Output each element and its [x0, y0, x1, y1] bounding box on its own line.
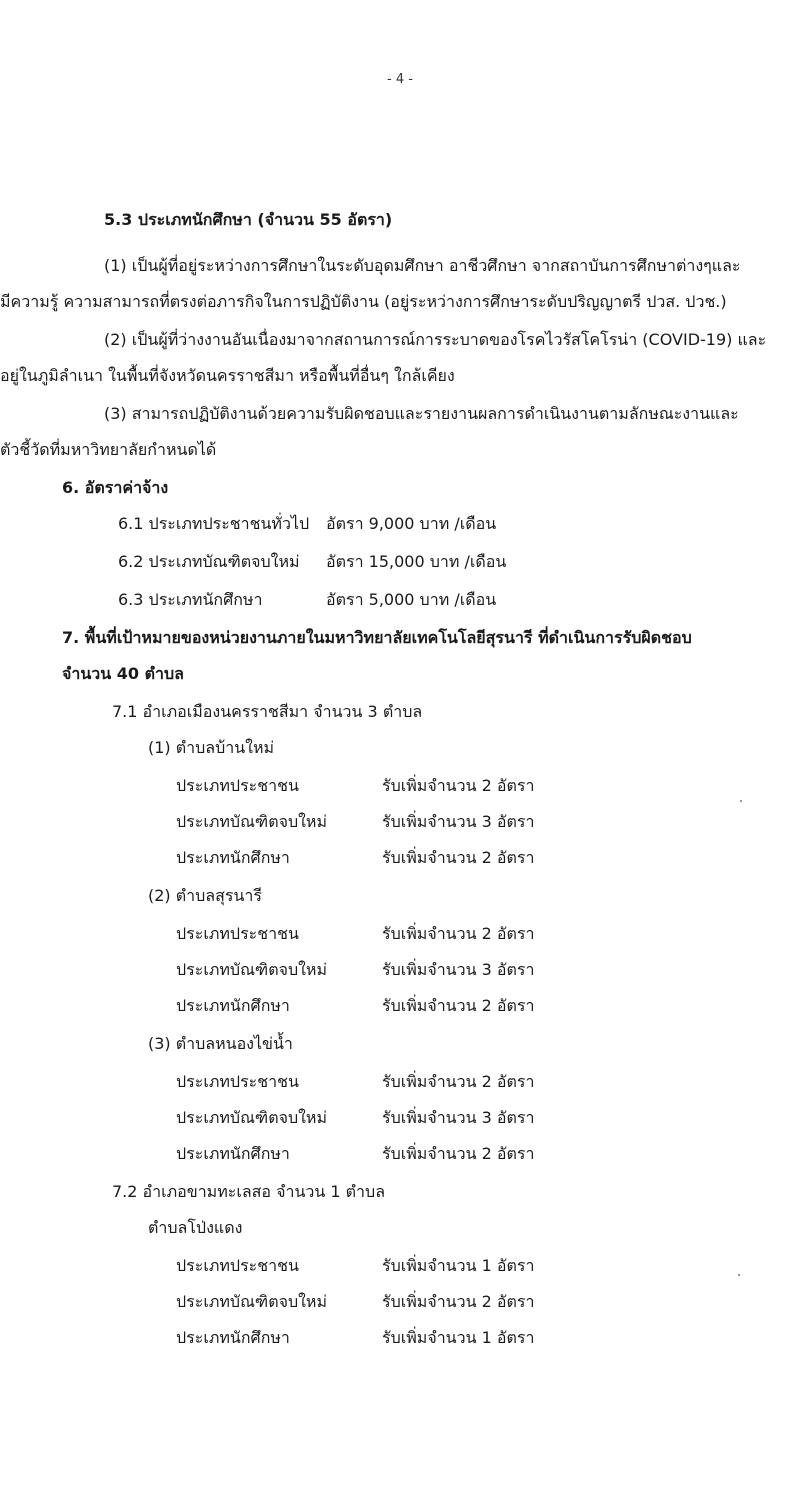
wage-row-1-value: อัตรา 9,000 บาท /เดือน	[326, 514, 497, 533]
s53-item-3-line-1: (3) สามารถปฏิบัติงานด้วยความรับผิดชอบและรายงานผลการดำเนินงานตามลักษณะงานและ	[104, 404, 739, 423]
page-number: - 4 -	[387, 72, 413, 87]
tambon-2-quota-public: รับเพิ่มจำนวน 2 อัตรา	[382, 924, 535, 943]
wage-row-2-label: 6.2 ประเภทบัณฑิตจบใหม่	[118, 552, 300, 571]
tambon-2-type-grad: ประเภทบัณฑิตจบใหม่	[176, 960, 328, 979]
scan-speck	[740, 800, 742, 802]
wage-row-3-value: อัตรา 5,000 บาท /เดือน	[326, 590, 497, 609]
section-7-heading-line-2: จำนวน 40 ตำบล	[62, 664, 184, 683]
wage-row-3-label: 6.3 ประเภทนักศึกษา	[118, 590, 263, 609]
s53-item-1-line-1: (1) เป็นผู้ที่อยู่ระหว่างการศึกษาในระดับอุดมศึกษา อาชีวศึกษา จากสถาบันการศึกษาต่างๆและ	[104, 256, 741, 275]
wage-row-2-value: อัตรา 15,000 บาท /เดือน	[326, 552, 507, 571]
tambon-3-quota-student: รับเพิ่มจำนวน 2 อัตรา	[382, 1144, 535, 1163]
tambon-1-type-student: ประเภทนักศึกษา	[176, 848, 290, 867]
section-5-3-heading: 5.3 ประเภทนักศึกษา (จำนวน 55 อัตรา)	[104, 210, 393, 229]
tambon-1-type-grad: ประเภทบัณฑิตจบใหม่	[176, 812, 328, 831]
tambon-1-quota-student: รับเพิ่มจำนวน 2 อัตรา	[382, 848, 535, 867]
tambon-2-type-public: ประเภทประชาชน	[176, 924, 299, 943]
tambon-1: (1) ตำบลบ้านใหม่	[148, 738, 275, 757]
tambon-1-type-public: ประเภทประชาชน	[176, 776, 299, 795]
tambon-3-type-grad: ประเภทบัณฑิตจบใหม่	[176, 1108, 328, 1127]
tambon-3: (3) ตำบลหนองไข่น้ำ	[148, 1034, 293, 1053]
tambon-3-type-student: ประเภทนักศึกษา	[176, 1144, 290, 1163]
s53-item-2-line-2: อยู่ในภูมิลำเนา ในพื้นที่จังหวัดนครราชสีมา หรือพื้นที่อื่นๆ ใกล้เคียง	[0, 366, 455, 385]
tambon-1-quota-grad: รับเพิ่มจำนวน 3 อัตรา	[382, 812, 535, 831]
tambon-3-quota-public: รับเพิ่มจำนวน 2 อัตรา	[382, 1072, 535, 1091]
scan-speck	[738, 1274, 740, 1276]
tambon-4-quota-student: รับเพิ่มจำนวน 1 อัตรา	[382, 1328, 535, 1347]
tambon-4-quota-grad: รับเพิ่มจำนวน 2 อัตรา	[382, 1292, 535, 1311]
tambon-2-quota-student: รับเพิ่มจำนวน 2 อัตรา	[382, 996, 535, 1015]
section-7-heading-line-1: 7. พื้นที่เป้าหมายของหน่วยงานภายในมหาวิทยาลัยเทคโนโลยีสุรนารี ที่ดำเนินการรับผิดชอบ	[62, 628, 692, 647]
tambon-4-type-student: ประเภทนักศึกษา	[176, 1328, 290, 1347]
tambon-4-quota-public: รับเพิ่มจำนวน 1 อัตรา	[382, 1256, 535, 1275]
tambon-2: (2) ตำบลสุรนารี	[148, 886, 262, 905]
tambon-4-type-public: ประเภทประชาชน	[176, 1256, 299, 1275]
district-7-1: 7.1 อำเภอเมืองนครราชสีมา จำนวน 3 ตำบล	[112, 702, 423, 721]
tambon-3-type-public: ประเภทประชาชน	[176, 1072, 299, 1091]
section-6-heading: 6. อัตราค่าจ้าง	[62, 478, 169, 497]
wage-row-1-label: 6.1 ประเภทประชาชนทั่วไป	[118, 514, 310, 533]
s53-item-1-line-2: มีความรู้ ความสามารถที่ตรงต่อภารกิจในการปฏิบัติงาน (อยู่ระหว่างการศึกษาระดับปริญญาตรี ปวส. ปวช.)	[0, 292, 727, 311]
tambon-3-quota-grad: รับเพิ่มจำนวน 3 อัตรา	[382, 1108, 535, 1127]
s53-item-2-line-1: (2) เป็นผู้ที่ว่างงานอันเนื่องมาจากสถานการณ์การระบาดของโรคไวรัสโคโรน่า (COVID-19) และ	[104, 330, 767, 349]
s53-item-3-line-2: ตัวชี้วัดที่มหาวิทยาลัยกำหนดได้	[0, 440, 217, 459]
district-7-2: 7.2 อำเภอขามทะเลสอ จำนวน 1 ตำบล	[112, 1182, 385, 1201]
tambon-2-quota-grad: รับเพิ่มจำนวน 3 อัตรา	[382, 960, 535, 979]
tambon-4-type-grad: ประเภทบัณฑิตจบใหม่	[176, 1292, 328, 1311]
tambon-2-type-student: ประเภทนักศึกษา	[176, 996, 290, 1015]
tambon-1-quota-public: รับเพิ่มจำนวน 2 อัตรา	[382, 776, 535, 795]
tambon-4: ตำบลโป่งแดง	[148, 1218, 243, 1237]
